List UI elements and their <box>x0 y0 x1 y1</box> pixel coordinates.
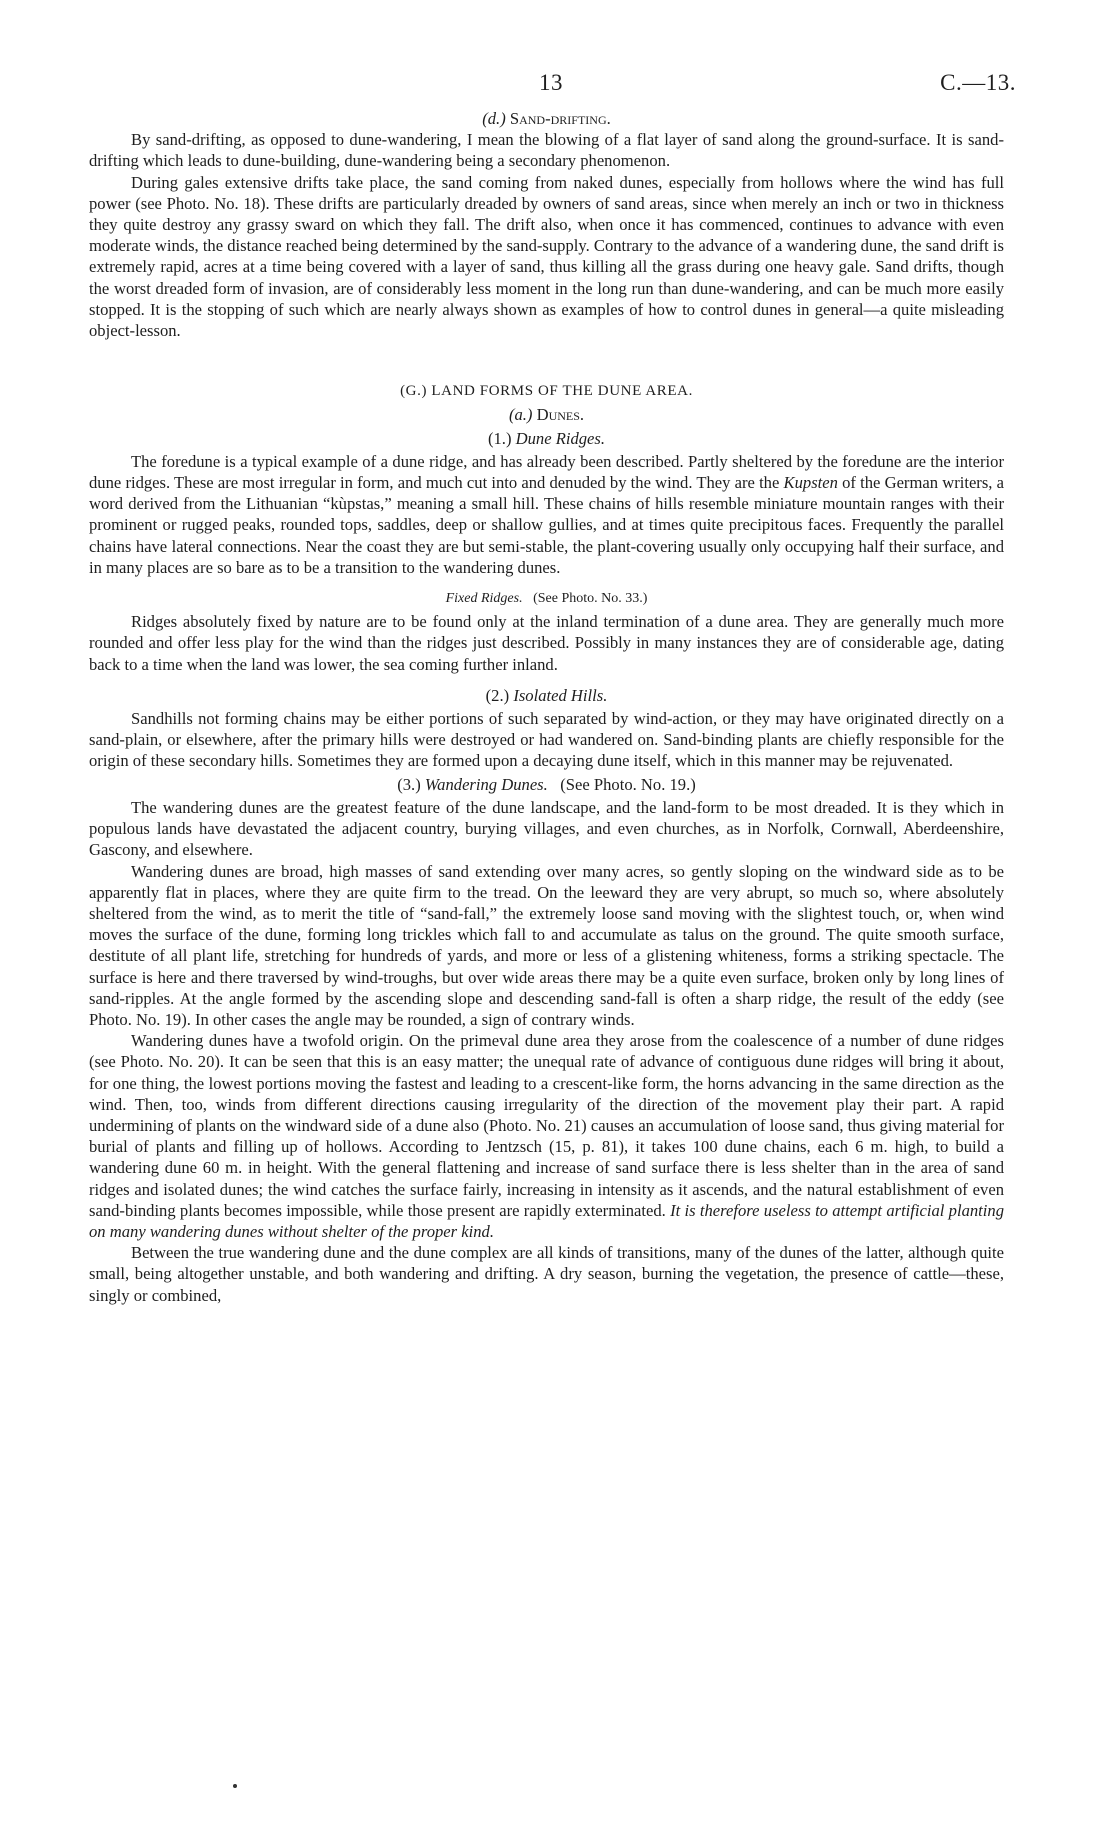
paragraph: Wandering dunes have a twofold origin. On the primeval dune area they arose from the coalescence of a number of dune ridges (see Photo. No. 20). It can be seen that this is an easy matter; the unequal rate of advance of contiguous dune ridges will bring it about, for one thing, the lowest portions moving the fastest and leading to a crescent-like form, the horns advancing in the same direction as the wind. Then, too, winds from different directions causing irregularity of the direction of the movement play their part. A rapid undermining of plants on the windward side of a dune also (Photo. No. 21) causes an accumulation of loose sand, thus giving material for burial of plants and filling up of hollows. According to Jentzsch (15, p. 81), it takes 100 dune chains, each 6 m. high, to build a wandering dune 60 m. in height. With the general flattening and increase of sand surface there is less shelter than in the area of sand ridges and isolated dunes; the wind catches the surface fairly, increasing in intensity as it ascends, and the natural establishment of even sand-binding plants becomes impossible, while those present are rapidly exterminated. It is therefore useless to attempt artificial planting on many wandering dunes without shelter of the proper kind. <box>89 1031 1005 1241</box>
heading-isolated-hills <box>89 685 1004 706</box>
paragraph: By sand-drifting, as opposed to dune-wandering, I mean the blowing of a flat layer of sand along the ground-surface. It is sand-drifting which leads to dune-building, dune-wandering being a secondary phenomenon. <box>89 130 1004 171</box>
print-speck <box>233 1784 237 1788</box>
photo-reference: (See Photo. No. 33.) <box>533 591 648 607</box>
text-column <box>89 108 1004 1306</box>
heading-dunes <box>89 404 1004 425</box>
heading-land-forms: (G.) LAND FORMS OF THE DUNE AREA. <box>400 383 693 400</box>
emphasis-statement: It is therefore useless to attempt artificial planting on many wandering dunes without shelter of the proper kind. <box>89 1200 1005 1241</box>
heading-title: Isolated Hills. <box>513 685 608 705</box>
heading-number: (3.) <box>397 774 421 794</box>
heading-dune-ridges <box>89 428 1004 449</box>
heading-title: Fixed Ridges. <box>445 591 523 607</box>
paragraph: Between the true wandering dune and the dune complex are all kinds of transitions, many of the dunes of the latter, although quite small, being altogether unstable, and both wandering and drifting. A dry season, burning the vegetation, the presence of cattle—these, singly or combined, <box>89 1243 1004 1305</box>
paragraph: Wandering dunes are broad, high masses of sand extending over many acres, so gently sloping on the windward side as to be apparently flat in places, where they are quite firm to the tread. On the leeward they are very abrupt, so much so, where absolutely sheltered from the wind, as to merit the title of “sand-fall,” the extremely loose sand moving with the slightest touch, or, when wind moves the surface of the dune, forming long trickles which fall to and accumulate as talus on the ground. The quite smooth surface, destitute of all plant life, stretching for hundreds of yards, and more or less of a glistening whiteness, forms a striking spectacle. The surface is here and there traversed by wind-troughs, but over wide areas there may be a quite even surface, broken only by long lines of sand-ripples. At the angle formed by the ascending slope and descending sand-fall is often a sharp ridge, the result of the eddy (see Photo. No. 19). In other cases the angle may be rounded, a sign of contrary winds. <box>89 861 1004 1029</box>
heading-title: Dune Ridges. <box>515 428 606 448</box>
document-reference: C.—13. <box>940 70 1016 95</box>
heading-number: (1.) <box>487 428 512 448</box>
photo-reference: (See Photo. No. 19.) <box>560 774 696 794</box>
emphasis-term: Kupsten <box>783 473 838 493</box>
heading-sand-drifting <box>89 108 1004 129</box>
paragraph: During gales extensive drifts take place, the sand coming from naked dunes, especially from hollows where the wind has full power (see Photo. No. 18). These drifts are particularly dreaded by owners of sand areas, since when merely an inch or two in thickness they quite destroy any grassy sward on which they fall. The drift also, when once it has commenced, continues to advance with even moderate winds, the distance reached being determined by the sand-supply. Contrary to the advance of a wandering dune, the sand drift is extremely rapid, acres at a time being covered with a layer of sand, thus killing all the grass during one heavy gale. Sand drifts, though the worst dreaded form of invasion, are of considerably less moment in the long run than dune-wandering, and can be much more easily stopped. It is the stopping of such which are nearly always shown as examples of how to control dunes in general—a quite misleading object-lesson. <box>89 172 1004 341</box>
heading-number: (2.) <box>485 685 510 705</box>
heading-title: Dunes. <box>536 405 585 425</box>
page-number: 13 <box>539 70 563 95</box>
heading-wandering-dunes <box>89 774 1004 795</box>
heading-title: Sand-drifting. <box>509 109 611 128</box>
paragraph: The wandering dunes are the greatest feature of the dune landscape, and the land-form to be most dreaded. It is they which in populous lands have devastated the adjacent country, burying villages, and even churches, as in Norfolk, Cornwall, Aberdeenshire, Gascony, and elsewhere. <box>89 797 1004 860</box>
heading-number: (a.) <box>508 405 533 425</box>
heading-fixed-ridges <box>89 588 1004 609</box>
heading-title: Wandering Dunes. <box>424 774 548 794</box>
paragraph: Sandhills not forming chains may be either portions of such separated by wind-action, or they may have originated directly on a sand-plain, or elsewhere, after the primary hills were destroyed or had wandered on. Sand-binding plants are chiefly responsible for the origin of these secondary hills. Sometimes they are formed upon a decaying dune itself, which in this manner may be rejuvenated. <box>89 709 1004 771</box>
paragraph: The foredune is a typical example of a dune ridge, and has already been described. Partly sheltered by the foredune are the interior dune ridges. These are most irregular in form, and much cut into and denuded by the wind. They are the Kupsten of the German writers, a word derived from the Lithuanian “kùpstas,” meaning a small hill. These chains of hills resemble miniature mountain ranges with their prominent or rugged peaks, rounded tops, saddles, deep or shallow gullies, and at times quite precipitous faces. Frequently the parallel chains have lateral connections. Near the coast they are but semi-stable, the plant-covering usually only occupying half their surface, and in many places are so bare as to be a transition to the wandering dunes. <box>89 451 1004 577</box>
paragraph: Ridges absolutely fixed by nature are to be found only at the inland termination of a dune area. They are generally much more rounded and offer less play for the wind than the ridges just described. Possibly in many instances they are of considerable age, dating back to a time when the land was lower, the sea coming further inland. <box>89 612 1004 674</box>
heading-number: (d.) <box>482 109 506 128</box>
